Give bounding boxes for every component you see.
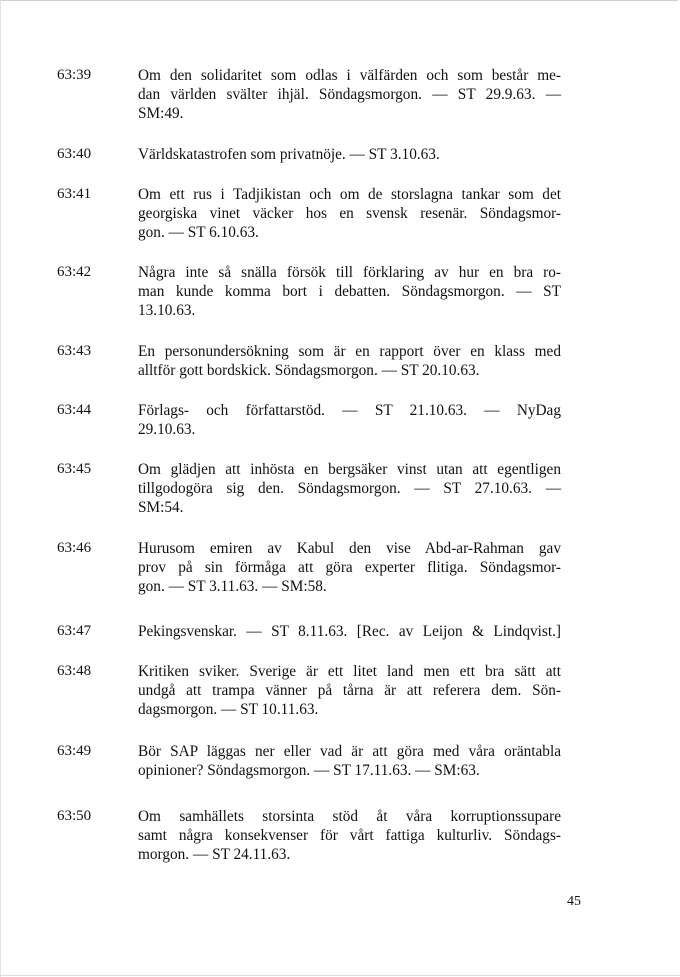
entry-text (138, 742, 561, 780)
entry-line: Om glädjen att inhösta en bergsäker vinst utan att egentligen (138, 461, 561, 478)
entry-number: 63:41 (57, 186, 92, 202)
entry-number: 63:49 (57, 743, 92, 759)
entry-line: gon. — ST 3.11.63. — SM:58. (138, 578, 327, 595)
entry-number: 63:45 (57, 461, 92, 477)
entry-text (138, 263, 561, 320)
entry-line: dan världen svälter ihjäl. Söndagsmorgon. — ST 29.9.63. — (138, 86, 561, 103)
entry-line: Kritiken sviker. Sverige är ett litet land men ett bra sätt att (138, 663, 561, 680)
entry-number: 63:48 (57, 663, 92, 679)
entry-number: 63:40 (57, 146, 92, 162)
entry-line: SM:54. (138, 499, 184, 516)
page-bottom-edge (0, 975, 680, 976)
entry-line: man kunde komma bort i debatten. Söndagsmorgon. — ST (138, 283, 561, 300)
entry-text (138, 342, 561, 380)
entry-line: Hurusom emiren av Kabul den vise Abd-ar-Rahman gav (138, 540, 561, 557)
entry-line: morgon. — ST 24.11.63. (138, 846, 291, 863)
entry-line: Några inte så snälla försök till förklaring av hur en bra ro- (138, 264, 561, 281)
entry-line: opinioner? Söndagsmorgon. — ST 17.11.63. — SM:63. (138, 762, 480, 779)
entry-text (138, 145, 561, 164)
entry-line: prov på sin förmåga att göra experter flitiga. Söndagsmor- (138, 559, 561, 576)
entry-line: Förlags- och författarstöd. — ST 21.10.63. — NyDag (138, 402, 561, 419)
entry-text (138, 622, 561, 641)
page-left-edge (0, 0, 1, 977)
entry-text (138, 460, 561, 517)
entry-text (138, 539, 561, 596)
entry-text (138, 66, 561, 123)
entry-line: tillgodogöra sig den. Söndagsmorgon. — ST 27.10.63. — (138, 480, 561, 497)
entry-text (138, 662, 561, 719)
page-number: 45 (567, 894, 581, 909)
entry-line: SM:49. (138, 105, 184, 122)
entry-number: 63:44 (57, 402, 92, 418)
entry-number: 63:50 (57, 808, 92, 824)
entry-line: Om den solidaritet som odlas i välfärden och som består me- (138, 67, 561, 84)
entry-line: En personundersökning som är en rapport över en klass med (138, 343, 561, 360)
entry-number: 63:43 (57, 343, 92, 359)
entry-line: 29.10.63. (138, 421, 196, 438)
entry-line: undgå att trampa vänner på tårna är att referera dem. Sön- (138, 682, 561, 699)
entry-line: dagsmorgon. — ST 10.11.63. (138, 701, 319, 718)
entry-line: samt några konsekvenser för vårt fattiga kulturliv. Söndags- (138, 827, 561, 844)
entry-line: 13.10.63. (138, 302, 196, 319)
entry-number: 63:46 (57, 540, 92, 556)
entry-text (138, 401, 561, 439)
entry-line: Världskatastrofen som privatnöje. — ST 3.10.63. (138, 146, 440, 163)
entry-number: 63:39 (57, 67, 92, 83)
entry-number: 63:47 (57, 623, 92, 639)
entry-line: Bör SAP läggas ner eller vad är att göra med våra oräntabla (138, 743, 561, 760)
page-top-edge (0, 0, 678, 1)
entry-number: 63:42 (57, 264, 92, 280)
entry-line: gon. — ST 6.10.63. (138, 224, 259, 241)
entry-text (138, 807, 561, 864)
entry-line: alltför gott bordskick. Söndagsmorgon. — ST 20.10.63. (138, 362, 480, 379)
entry-line: Om samhällets storsinta stöd åt våra korruptionssupare (138, 808, 561, 825)
entry-text (138, 185, 561, 242)
entry-line: georgiska vinet väcker hos en svensk resenär. Söndagsmor- (138, 205, 561, 222)
entry-line: Om ett rus i Tadjikistan och om de storslagna tankar som det (138, 186, 561, 203)
entry-line: Pekingsvenskar. — ST 8.11.63. [Rec. av Leijon & Lindqvist.] (138, 623, 561, 640)
